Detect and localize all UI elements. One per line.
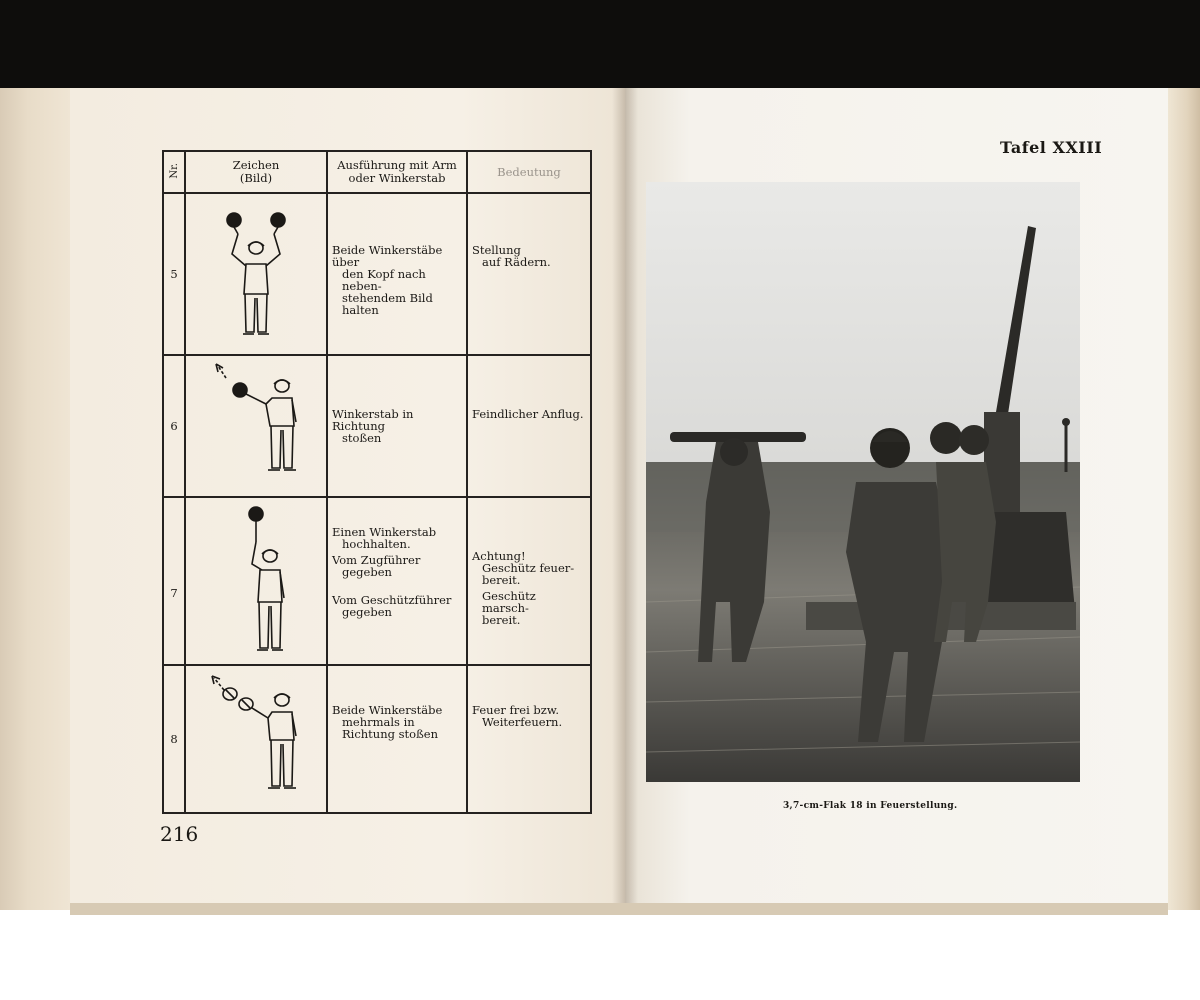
header-nr (163, 151, 185, 193)
bedeutung-line: Feuer frei bzw. (472, 703, 559, 717)
table-row (163, 355, 591, 497)
bedeutung-line: bereit. (482, 573, 521, 588)
ausfuehrung-cell (327, 665, 467, 813)
header-nr-label: Nr. (168, 162, 180, 179)
bedeutung-line: Feindlicher Anflug. (472, 407, 584, 421)
signal-figure-cell (185, 193, 327, 355)
table-row (163, 665, 591, 813)
ausfuehrung-line: den Kopf nach neben- (342, 267, 426, 294)
ausfuehrung-line: stoßen (342, 431, 382, 446)
signal-figure-cell (185, 497, 327, 665)
row-number-label: 8 (170, 732, 178, 746)
ausfuehrung-line: Beide Winkerstäbe (332, 703, 443, 717)
row-number-label: 7 (170, 586, 178, 600)
anti-aircraft-gun-crew-photo (646, 182, 1080, 782)
scan-background-top (0, 0, 1200, 88)
row-number (163, 497, 185, 665)
ausfuehrung-line: Einen Winkerstab (332, 525, 437, 539)
bedeutung-cell (467, 497, 591, 665)
header-bedeutung (467, 151, 591, 193)
ausfuehrung-line: Beide Winkerstäbe über (332, 243, 443, 270)
row-number (163, 665, 185, 813)
ausfuehrung-line: Richtung stoßen (342, 727, 438, 742)
page-bottom-edge (70, 903, 1168, 915)
bedeutung-cell (467, 355, 591, 497)
soldier-one-flag-raised-icon (196, 498, 316, 662)
soldier-flag-thrust-direction-icon (196, 356, 316, 494)
bedeutung-line: bereit. (482, 613, 521, 628)
ausfuehrung-line: Winkerstab in Richtung (332, 407, 414, 434)
header-bedeutung-label: Bedeutung (497, 164, 561, 179)
bedeutung-line: Achtung! (472, 549, 526, 563)
header-bild (185, 151, 327, 193)
page-number: 216 (160, 822, 199, 846)
ausfuehrung-cell (327, 193, 467, 355)
ausfuehrung-line: hochhalten. (342, 537, 411, 552)
ausfuehrung-line: Vom Zugführer (332, 553, 421, 568)
signal-table (162, 150, 592, 814)
bedeutung-line: Stellung (472, 243, 521, 257)
book-gutter (612, 88, 638, 910)
table-row (163, 497, 591, 665)
bedeutung-cell (467, 193, 591, 355)
bedeutung-cell (467, 665, 591, 813)
row-number (163, 193, 185, 355)
signal-figure-cell (185, 665, 327, 813)
table-row (163, 193, 591, 355)
header-ausfuehrung-label: Ausführung mit Arm oder Winkerstab (337, 158, 457, 185)
header-ausfuehrung (327, 151, 467, 193)
ausfuehrung-cell (327, 497, 467, 665)
photo-image (646, 182, 1080, 782)
row-number-label: 6 (170, 419, 178, 433)
row-number-label: 5 (170, 267, 178, 281)
table-header-row (163, 151, 591, 193)
ausfuehrung-line: mehrmals in (342, 715, 415, 730)
ausfuehrung-line: gegeben (342, 565, 392, 580)
soldier-both-flags-thrust-icon (196, 666, 316, 810)
plate-label: Tafel XXIII (1000, 138, 1103, 157)
bedeutung-line: Geschütz feuer- (482, 561, 575, 576)
ausfuehrung-line: gegeben (342, 605, 392, 620)
soldier-both-flags-overhead-icon (196, 194, 316, 352)
bedeutung-line: auf Rädern. (482, 255, 551, 270)
ausfuehrung-line: Vom Geschützführer (332, 593, 452, 608)
bedeutung-line: Weiterfeuern. (482, 715, 563, 730)
book-edge-right (1168, 88, 1200, 910)
ausfuehrung-cell (327, 355, 467, 497)
header-bild-label: Zeichen (Bild) (232, 158, 280, 185)
bedeutung-line: Geschütz marsch- (482, 589, 536, 616)
row-number (163, 355, 185, 497)
ausfuehrung-line: stehendem Bild halten (342, 291, 433, 318)
book-edge-left (0, 88, 70, 910)
photo-caption: 3,7-cm-Flak 18 in Feuerstellung. (783, 801, 958, 811)
signal-figure-cell (185, 355, 327, 497)
